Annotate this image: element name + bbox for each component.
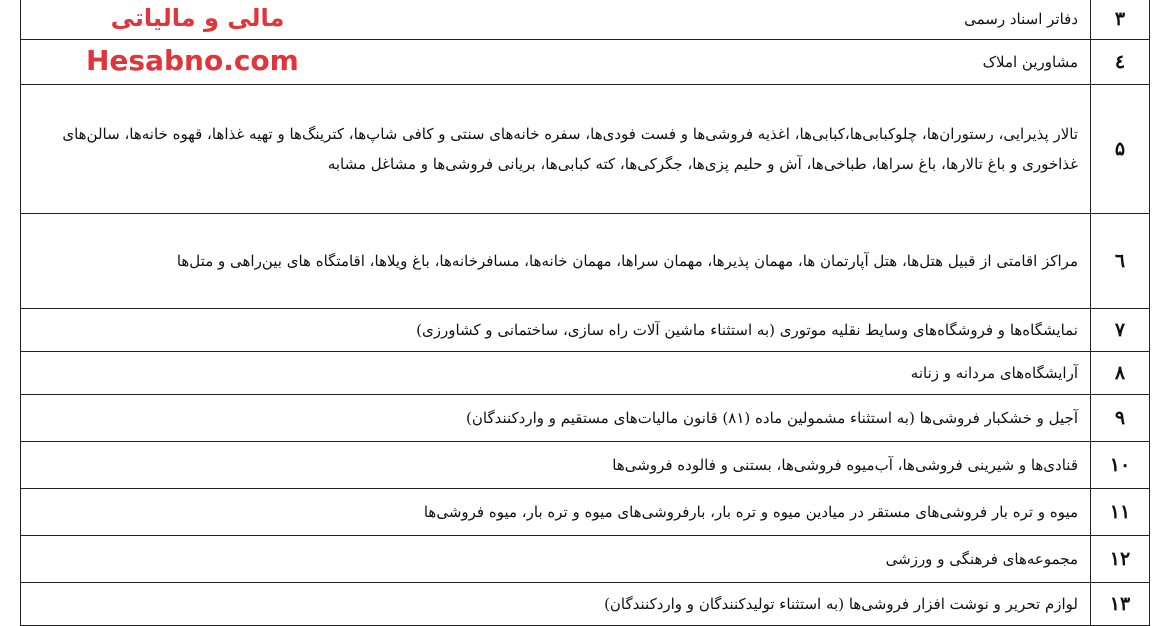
row-description: مراکز اقامتی از قبیل هتل‌ها، هتل آپارتمان ها، مهمان پذیرها، مهمان سراها، مهمان خانه‌ها، مسافرخانه‌ها، باغ ویلاها، اقامتگاه های بین‌راهی و متل‌ها: [21, 214, 1091, 309]
row-number: ۸: [1091, 352, 1150, 395]
table-row: [21, 40, 1150, 85]
jobs-table-wrapper: [20, 0, 1150, 626]
row-number: ۷: [1091, 309, 1150, 352]
row-description: مشاورین املاک: [21, 40, 1091, 85]
row-description: نمایشگاه‌ها و فروشگاه‌های وسایط نقلیه موتوری (به استثناء ماشین آلات راه سازی، ساختمانی و کشاورزی): [21, 309, 1091, 352]
row-number: ۱۱: [1091, 489, 1150, 536]
row-number: ۱۳: [1091, 583, 1150, 626]
table-row: [21, 309, 1150, 352]
row-description: لوازم تحریر و نوشت افزار فروشی‌ها (به استثناء تولیدکنندگان و واردکنندگان): [21, 583, 1091, 626]
row-description: آجیل و خشکبار فروشی‌ها (به استثناء مشمولین ماده (۸۱) قانون مالیات‌های مستقیم و واردکنندگان): [21, 395, 1091, 442]
table-row: [21, 395, 1150, 442]
table-row: [21, 214, 1150, 309]
row-description: آرایشگاه‌های مردانه و زنانه: [21, 352, 1091, 395]
row-description: مجموعه‌های فرهنگی و ورزشی: [21, 536, 1091, 583]
table-row: [21, 352, 1150, 395]
table-row: [21, 583, 1150, 626]
table-row: [21, 536, 1150, 583]
row-description: دفاتر اسناد رسمی: [21, 0, 1091, 40]
watermark-persian-text: مالی و مالیاتی: [100, 4, 295, 32]
table-row: [21, 0, 1150, 40]
row-number: ۱۲: [1091, 536, 1150, 583]
row-description: میوه و تره بار فروشی‌های مستقر در میادین میوه و تره بار، بارفروشی‌های میوه و تره بار، میوه فروشی‌ها: [21, 489, 1091, 536]
row-number: ٤: [1091, 40, 1150, 85]
row-number: ۳: [1091, 0, 1150, 40]
watermark-site-name: Hesabno.com: [82, 44, 303, 77]
table-row: [21, 489, 1150, 536]
row-number: ۵: [1091, 85, 1150, 214]
jobs-table: [20, 0, 1150, 626]
row-description: قنادی‌ها و شیرینی فروشی‌ها، آب‌میوه فروشی‌ها، بستنی و فالوده فروشی‌ها: [21, 442, 1091, 489]
row-number: ۹: [1091, 395, 1150, 442]
row-number: ٦: [1091, 214, 1150, 309]
row-description: تالار پذیرایی، رستوران‌ها، چلوکبابی‌ها،کبابی‌ها، اغذیه فروشی‌ها و فست فودی‌ها، سفره خانه‌های سنتی و کافی شاپ‌ها، کترینگ‌ها و تهیه غذاها، قهوه خانه‌ها، سالن‌های غذاخوری و باغ تالارها، باغ سراها، طباخی‌ها، آش و حلیم پزی‌ها، جگرکی‌ها، کته کبابی‌ها، بریانی فروشی‌ها و مشاغل مشابه: [21, 85, 1091, 214]
table-row: [21, 442, 1150, 489]
row-number: ۱۰: [1091, 442, 1150, 489]
table-row: [21, 85, 1150, 214]
